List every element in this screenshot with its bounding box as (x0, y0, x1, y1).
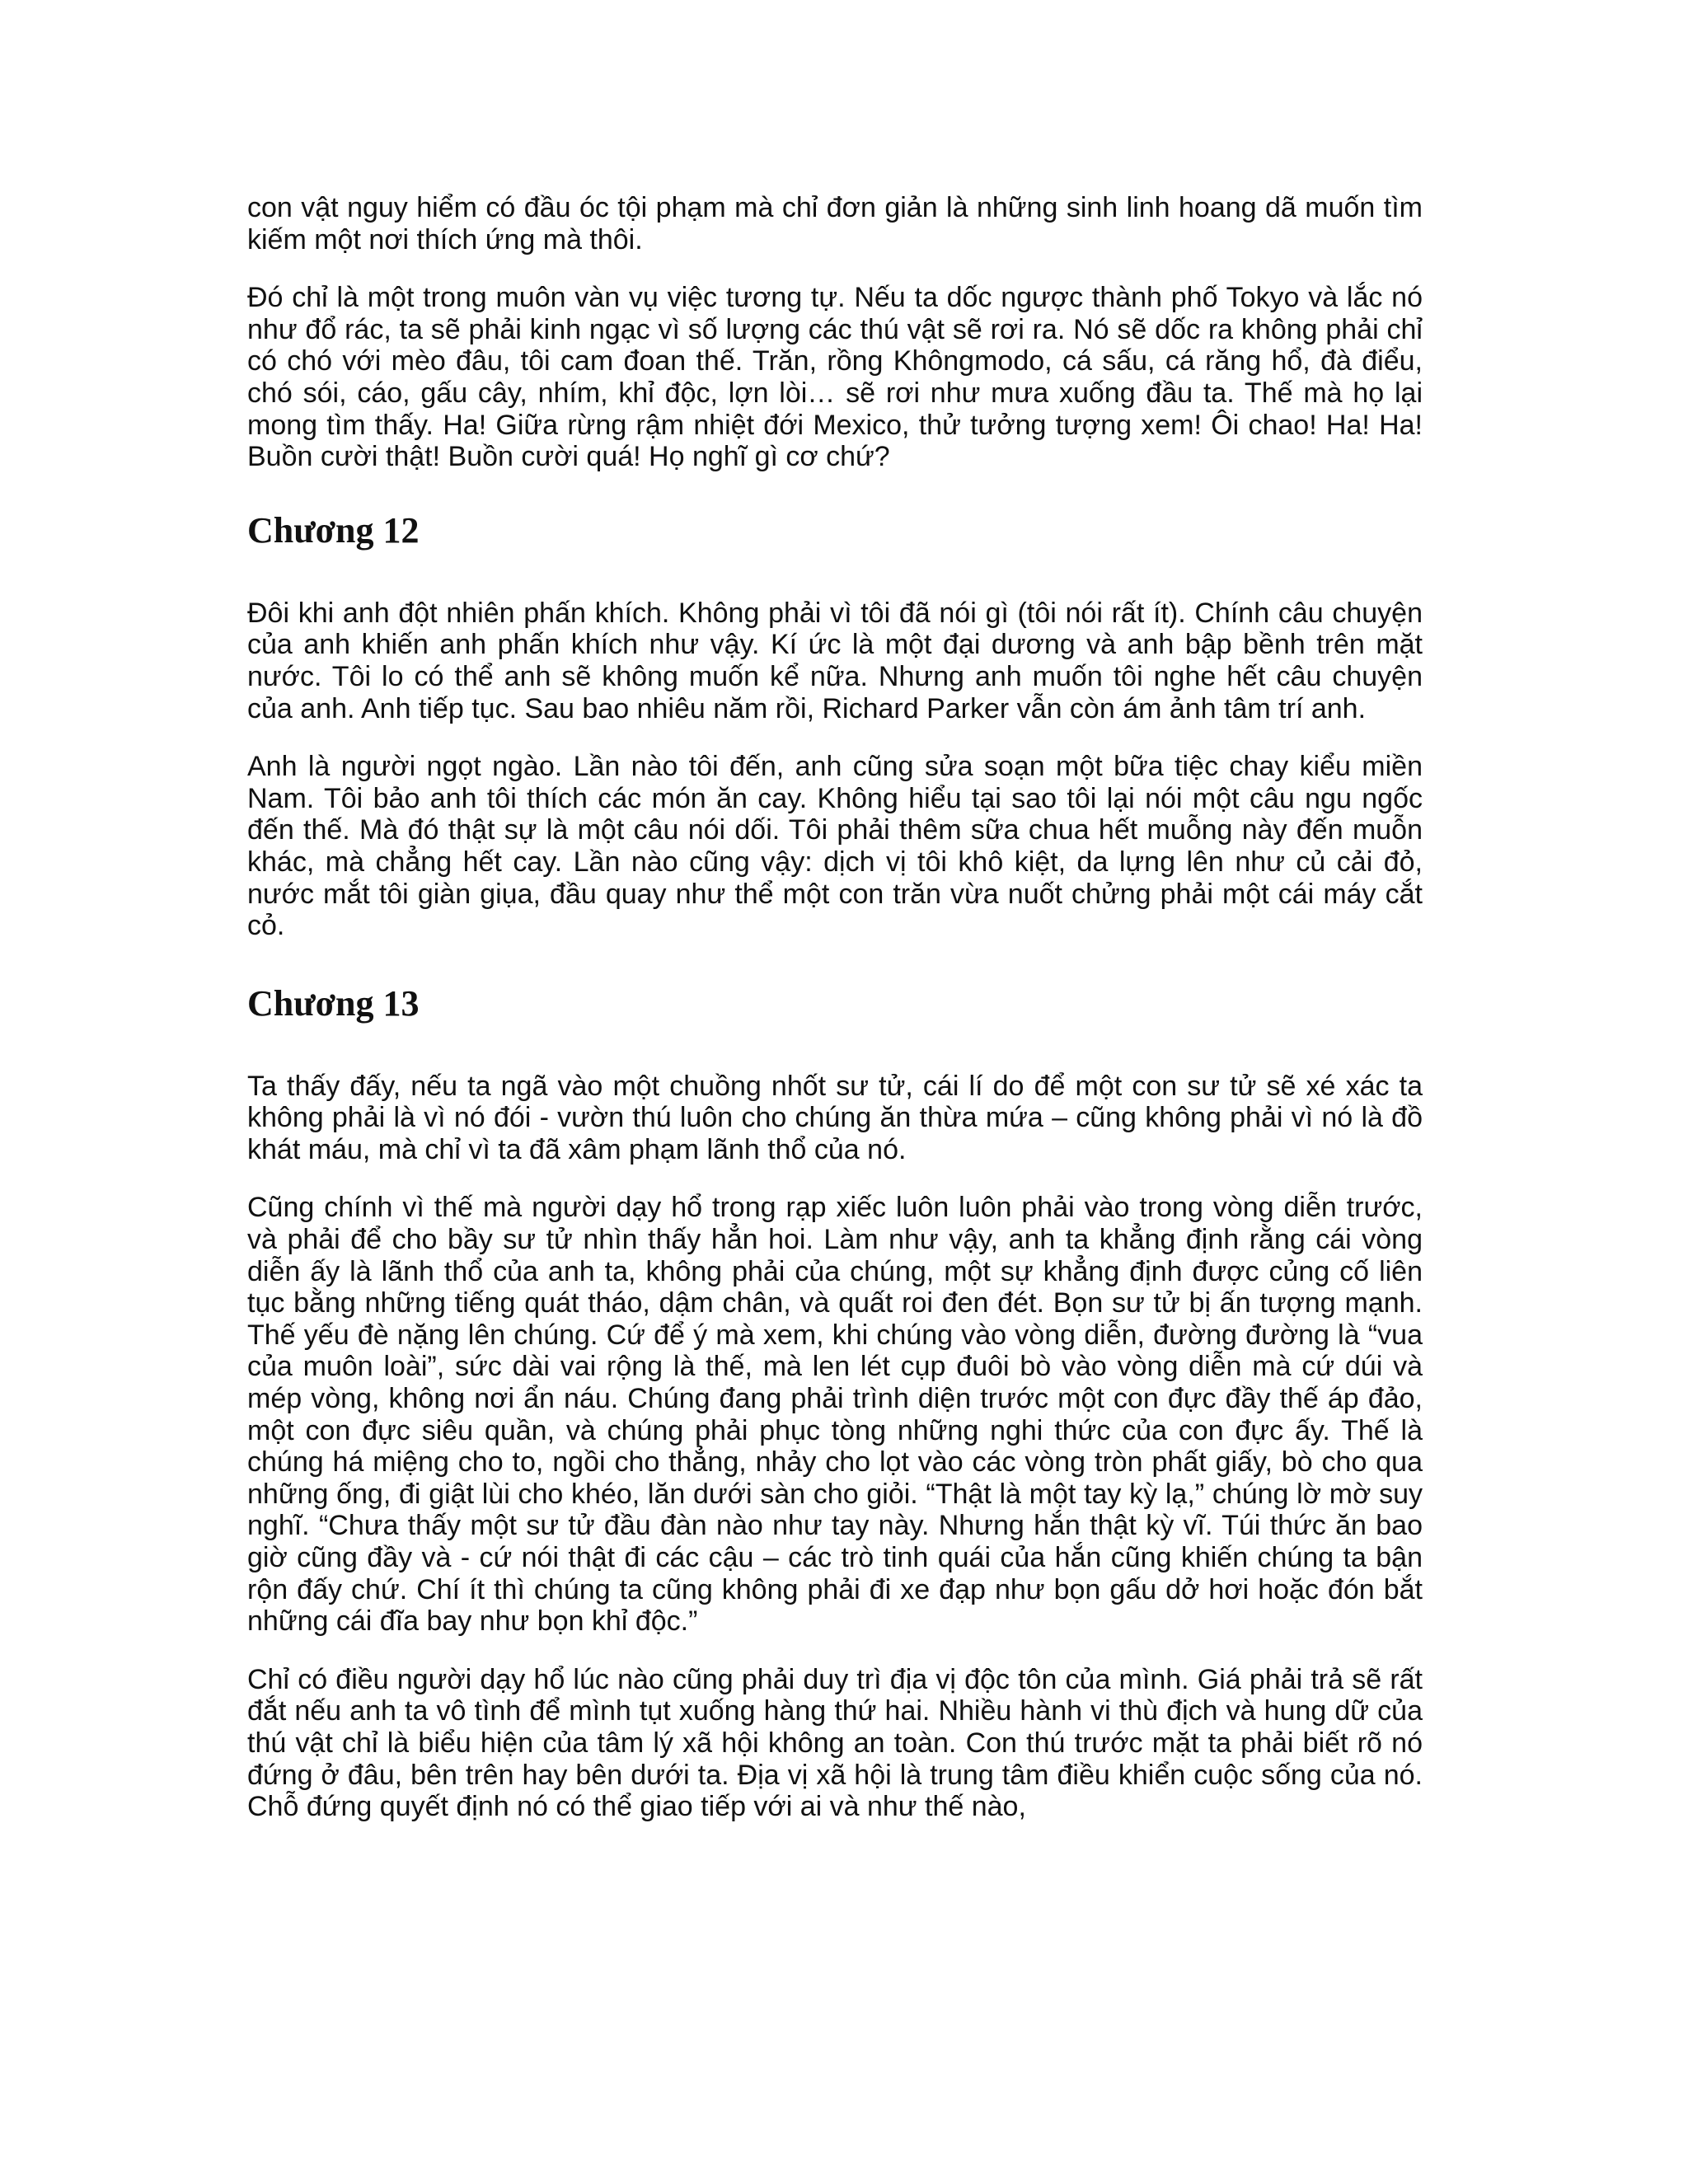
chapter-heading: Chương 13 (247, 982, 420, 1024)
paragraph: Chỉ có điều người dạy hổ lúc nào cũng phải duy trì địa vị độc tôn của mình. Giá phải trả sẽ rất đắt nếu anh ta vô tình để mình tụt xuống hàng thứ hai. Nhiều hành vi thù địch và hung dữ của thú vật chỉ là biểu hiện của tâm lý xã hội không an toàn. Con thú trước mặt ta phải biết rõ nó đứng ở đâu, bên trên hay bên dưới ta. Địa vị xã hội là trung tâm điều khiển cuộc sống của nó. Chỗ đứng quyết định nó có thể giao tiếp với ai và như thế nào, (247, 1663, 1423, 1823)
paragraph: Anh là người ngọt ngào. Lần nào tôi đến, anh cũng sửa soạn một bữa tiệc chay kiểu miền Nam. Tôi bảo anh tôi thích các món ăn cay. Không hiểu tại sao tôi lại nói một câu ngu ngốc đến thế. Mà đó thật sự là một câu nói dối. Tôi phải thêm sữa chua hết muỗng này đến muỗn khác, mà chẳng hết cay. Lần nào cũng vậy: dịch vị tôi khô kiệt, da lựng lên như củ cải đỏ, nước mắt tôi giàn giụa, đầu quay như thể một con trăn vừa nuốt chửng phải một cái máy cắt cỏ. (247, 751, 1423, 942)
paragraph: Đó chỉ là một trong muôn vàn vụ việc tương tự. Nếu ta dốc ngược thành phố Tokyo và lắc nó như đổ rác, ta sẽ phải kinh ngạc vì số lượng các thú vật sẽ rơi ra. Nó sẽ dốc ra không phải chỉ có chó với mèo đâu, tôi cam đoan thế. Trăn, rồng Khôngmodo, cá sấu, cá răng hổ, đà điểu, chó sói, cáo, gấu cây, nhím, khỉ độc, lợn lòi… sẽ rơi như mưa xuống đầu ta. Thế mà họ lại mong tìm thấy. Ha! Giữa rừng rậm nhiệt đới Mexico, thử tưởng tượng xem! Ôi chao! Ha! Ha! Buồn cười thật! Buồn cười quá! Họ nghĩ gì cơ chứ? (247, 282, 1423, 473)
paragraph: Cũng chính vì thế mà người dạy hổ trong rạp xiếc luôn luôn phải vào trong vòng diễn trước, và phải để cho bầy sư tử nhìn thấy hẳn hoi. Làm như vậy, anh ta khẳng định rằng cái vòng diễn ấy là lãnh thổ của anh ta, không phải của chúng, một sự khẳng định được củng cố liên tục bằng những tiếng quát tháo, dậm chân, và quất roi đen đét. Bọn sư tử bị ấn tượng mạnh. Thế yếu đè nặng lên chúng. Cứ để ý mà xem, khi chúng vào vòng diễn, đường đường là “vua của muôn loài”, sức dài vai rộng là thế, mà len lét cụp đuôi bò vào vòng diễn mà cứ dúi và mép vòng, không nơi ẩn náu. Chúng đang phải trình diện trước một con đực đầy thế áp đảo, một con đực siêu quần, và chúng phải phục tòng những nghi thức của con đực ấy. Thế là chúng há miệng cho to, ngồi cho thẳng, nhảy cho lọt vào các vòng tròn phất giấy, bò cho qua những ống, đi giật lùi cho khéo, lăn dưới sàn cho giỏi. “Thật là một tay kỳ lạ,” chúng lờ mờ suy nghĩ. “Chưa thấy một sư tử đầu đàn nào như tay này. Nhưng hắn thật kỳ vĩ. Túi thức ăn bao giờ cũng đầy và - cứ nói thật đi các cậu – các trò tinh quái của hắn cũng khiến chúng ta bận rộn đấy chứ. Chí ít thì chúng ta cũng không phải đi xe đạp như bọn gấu dở hơi hoặc đón bắt những cái đĩa bay như bọn khỉ độc.” (247, 1192, 1423, 1638)
paragraph: Ta thấy đấy, nếu ta ngã vào một chuồng nhốt sư tử, cái lí do để một con sư tử sẽ xé xác ta không phải là vì nó đói - vườn thú luôn cho chúng ăn thừa mứa – cũng không phải vì nó là đồ khát máu, mà chỉ vì ta đã xâm phạm lãnh thổ của nó. (247, 1070, 1423, 1165)
paragraph: Đôi khi anh đột nhiên phấn khích. Không phải vì tôi đã nói gì (tôi nói rất ít). Chính câu chuyện của anh khiến anh phấn khích như vậy. Kí ức là một đại dương và anh bập bềnh trên mặt nước. Tôi lo có thể anh sẽ không muốn kể nữa. Nhưng anh muốn tôi nghe hết câu chuyện của anh. Anh tiếp tục. Sau bao nhiêu năm rồi, Richard Parker vẫn còn ám ảnh tâm trí anh. (247, 597, 1423, 724)
document-page (247, 192, 1423, 1849)
paragraph: con vật nguy hiểm có đầu óc tội phạm mà chỉ đơn giản là những sinh linh hoang dã muốn tìm kiếm một nơi thích ứng mà thôi. (247, 192, 1423, 255)
chapter-heading: Chương 12 (247, 509, 420, 551)
